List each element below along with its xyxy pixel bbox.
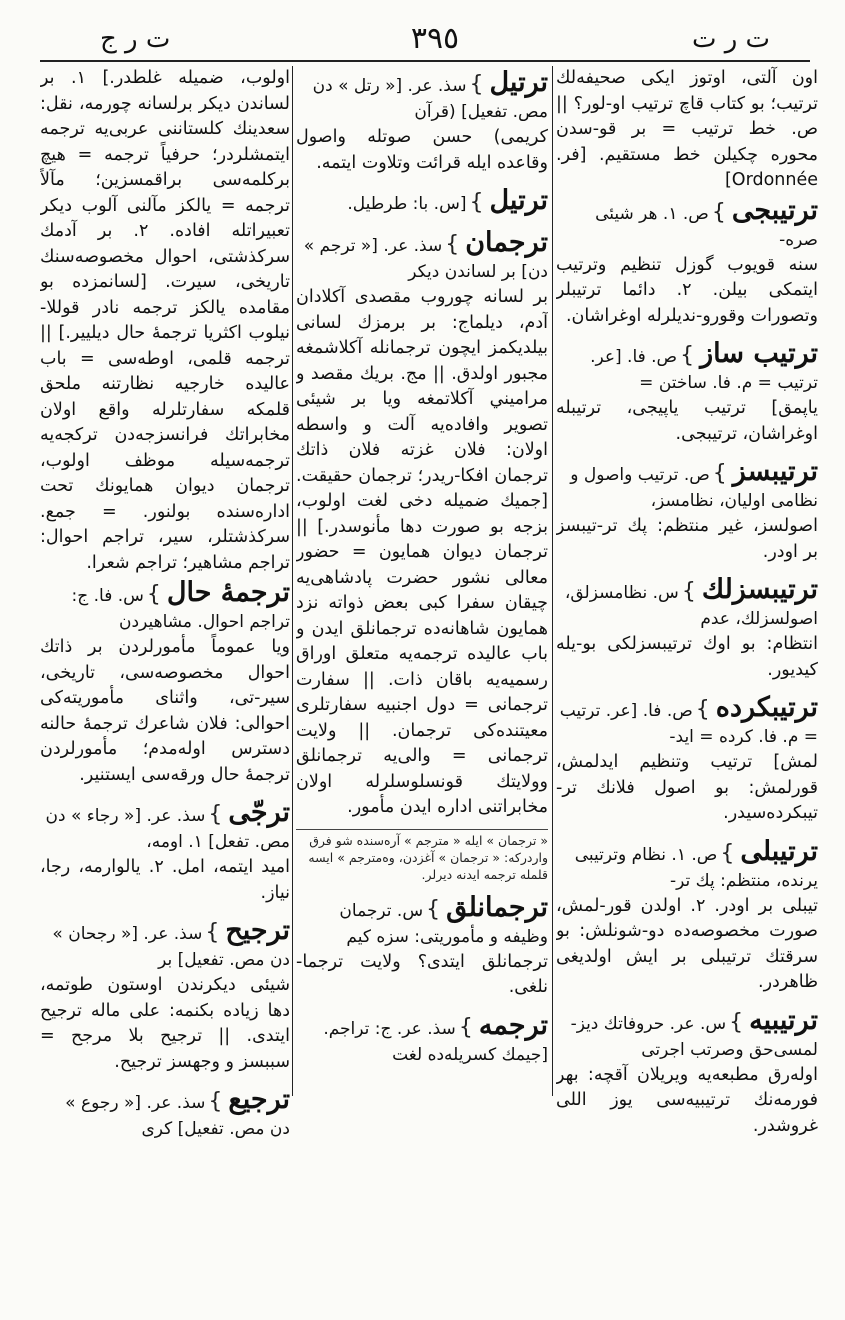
- brace-mark: }: [681, 579, 696, 604]
- definition: ويا عموماً مأمورلردن بر ذاتك احوال مخصوصه‌سى، تاريخى، سير-تى، واثناى مأموريته‌كى احوالى: فلان شاعرك ترجمهٔ حالنه دسترس اوله‌مدم؛ مأمورلردن ترجمهٔ حال ورقه‌سى ايستنير.: [40, 637, 290, 785]
- headword: ترتيل: [489, 185, 548, 216]
- definition: كريمى) حسن صوتله واصول وقاعده ايله قرائت وتلاوت ايتمه.: [296, 127, 548, 173]
- definition: شيئى ديكرندن اوستون طوتمه، دها زياده بكنمه: على ماله ترجيح ايتدى. || ترجيح بلا مرجح = سببسز و وجهسز ترجيح.: [40, 975, 290, 1072]
- header-left-letters: ت ر ج: [100, 24, 171, 54]
- grammar-note: ص. فا. [عر. ترتيب = م. فا. ساختن =: [590, 347, 818, 393]
- brace-mark: }: [469, 72, 484, 97]
- definition: تيبلى بر اودر. ٢. اولدن قور-لمش، صورت مخصوصه‌ده دو-شونلش: بو سرقتك ترتيبلى بر ايش اولديغى ظاهردر.: [556, 895, 818, 992]
- definition: ياپمق] ترتيب ياپيجى، ترتيبله اوغراشان، ترتيبجى.: [556, 398, 818, 444]
- brace-mark: }: [729, 1009, 744, 1035]
- column-middle: [296, 66, 548, 1314]
- brace-mark: }: [208, 802, 223, 827]
- grammar-note: سذ. عر. [« رجوع » دن مص. تفعيل] كرى: [65, 1093, 290, 1139]
- dictionary-entry: [296, 66, 548, 176]
- brace-mark: }: [720, 840, 735, 866]
- grammar-note: ص. ترتيب واصول و نظامى اوليان، نظامسز،: [570, 465, 818, 511]
- definition: اوله‌رق مطبعه‌يه ويريلان آقچه: بهر فورمه‌نك ترتيبيه‌سى يوز اللى غروشدر.: [556, 1064, 818, 1136]
- headword: ترجمه: [478, 1009, 548, 1041]
- dictionary-entry: [556, 1004, 818, 1140]
- grammar-note: س. نظامسزلق، اصولسزلك، عدم: [564, 583, 818, 629]
- grammar-note: س. عر. حروفاتك ديز-لمسى‌حق وصرتب اجرتى: [570, 1013, 818, 1060]
- headword: ترتيبسز: [732, 456, 818, 487]
- dictionary-entry: [556, 194, 818, 330]
- definition: سنه قويوب گوزل تنظيم وترتيب ايتمكى بيلن. ٢. دائما ترتيبلر وتصورات وقورو-نديلرله اوغراشان.: [556, 254, 818, 326]
- grammar-note: سذ. عر. [« ترجم » دن] بر لساندن ديكر: [303, 236, 548, 282]
- headword: ترتيب ساز: [700, 338, 818, 369]
- dictionary-entry: [40, 914, 290, 1075]
- brace-mark: }: [146, 582, 161, 607]
- definition: بر لسانه چوروب مقصدى آكلادان آدم، ديلماج: بر برمزك لسانى بيلديكمز ايچون ترجمانله آكلاشمغه مجبور اولدق. || مج. بريك مقصد و مراميني آكلاتمغه ويا بر شيئى تصوير وافاده‌يه آلت و واسطه اولان: فلان غزته فلان ذاتك ترجمان افكا-ريدر؛ ترجمان حقيقت. [جميك ضميله دخى لغت اولوب، بزجه بو صورت دها مأنوسدر.] || ترجمان ديوان همايون = حضور معالى نشور حضرت پادشاهى‌يه چيقان سفرا كبى بعض ذواته نزد همايون شاهانه‌ده ترجمانلق ايدن و باب عاليده ترجمه‌يه متعلق اوراق رسميه‌يه باقان ذات. || سفارت ترجمانى = دول اجنبيه سفارتلرى معيتنده‌كى ترجمان. || ولايت ترجمانى = والى‌يه ترجمانلق وولايتك قونسلوسلرله اولان مخابراتنى اداره ايدن مأمور.: [296, 287, 548, 817]
- grammar-note: سذ. عر. [« رجاء » دن مص. تفعل] ١. اومه،: [45, 806, 290, 852]
- continued-text: اولوب، ضميله غلطدر.] ١. بر لساندن ديكر برلسانه چورمه، نقل: سعدينك كلستاننى عربى‌يه ترجمه ايتمشلردر؛ حرفياً ترجمه = هيچ بركلمه‌سى براقمسزين؛ مآلاً ترجمه = يالكز مآلنى آلوب ديكر تعبيراتله افاده. ٢. بر آدمك سركذشتى، احوال مخصوصه‌سنك تاريخى، سيرت. [لسانمزده بو مقامده يالكز ترجمه نادر قوللا-نيلوب اكثريا ترجمهٔ حال ديليير.] || ترجمه قلمى، اوطه‌سى = باب عاليده خارجيه نظارتنه ملحق قلمكه سفارتلرله واقع اولان مخابراتك فرانسزجه‌دن تركجه‌يه ترجمه‌سيله موظف اولوب، ترجمان ديوان همايونك تحت اداره‌سنده بولنور. = جمع. سركذشتلر، سير، تراجم احوال: تراجم مشاهير؛ تراجم شعرا.: [40, 68, 290, 573]
- grammar-note: س. ترجمان وظيفه و مأموريتى: سزه كيم: [339, 900, 548, 947]
- grammar-note: سذ. عر. ج: تراجم. [جيمك كسريله‌ده لغت: [323, 1018, 548, 1065]
- dictionary-entry: [296, 226, 548, 821]
- dictionary-entry: [556, 691, 818, 827]
- definition: لمش] ترتيب وتنظيم ايدلمش، قورلمش: بو اصول فلانك تر-تيبكرده‌سيدر.: [556, 752, 818, 823]
- brace-mark: }: [445, 232, 460, 257]
- brace-mark: }: [458, 1014, 473, 1040]
- continued-text: اون آلتى، اوتوز ايكى صحيفه‌لك ترتيب؛ بو كتاب قاچ ترتيب او-لور؟ || ص. خط ترتيب = بر قو-سدن محوره چكيلن خط مستقيم. [فر. Ordonnée]: [556, 68, 818, 190]
- dictionary-entry: [556, 573, 818, 683]
- page-header: [40, 22, 810, 62]
- definition: ترجمانلق ايتدى؟ ولايت ترجما-نلغى.: [296, 951, 548, 997]
- brace-mark: }: [426, 896, 441, 922]
- brace-mark: }: [205, 920, 220, 945]
- headword: ترجمانلق: [446, 891, 548, 923]
- column-left: [40, 66, 290, 1314]
- headword: ترتيبسزلك: [701, 574, 818, 605]
- grammar-note: [س. با: طرطيل.: [347, 194, 467, 214]
- headword: ترتيبكرده: [715, 692, 818, 723]
- header-right-letters: ت ر ت: [691, 24, 770, 54]
- grammar-note: س. فا. ج: تراجم احوال. مشاهيردن: [71, 586, 290, 632]
- column-divider: [552, 66, 553, 1096]
- page-number: ٣٩٥: [410, 21, 460, 56]
- dictionary-entry: [296, 1009, 548, 1068]
- dictionary-entry: [40, 1083, 290, 1142]
- brace-mark: }: [712, 461, 727, 486]
- grammar-note: سذ. عر. [« رجحان » دن مص. تفعيل] بر: [52, 924, 290, 970]
- grammar-note: ص. فا. [عر. ترتيب = م. فا. كرده = ايد-: [559, 701, 818, 747]
- brace-mark: }: [469, 190, 484, 215]
- headword: ترجمهٔ حال: [166, 577, 290, 608]
- headword: ترجيع: [228, 1084, 290, 1115]
- brace-mark: }: [711, 199, 726, 225]
- column-right: [556, 66, 818, 1314]
- headword: ترجّى: [228, 797, 290, 828]
- headword: ترجيح: [225, 915, 290, 946]
- brace-mark: }: [208, 1089, 223, 1114]
- headword: ترتيبيه: [749, 1004, 818, 1036]
- dictionary-entry: [556, 337, 818, 447]
- dictionary-entry: [296, 891, 548, 1001]
- dictionary-entry: [40, 796, 290, 906]
- dictionary-entry: [556, 835, 818, 996]
- footnote: « ترجمان » ايله « مترجم » آره‌سنده شو فرق واردركه: « ترجمان » آغزدن، وه‌مترجم » ايسه قلمله ترجمه ايدنه ديرلر.: [296, 829, 548, 883]
- headword: ترتيل: [489, 67, 548, 98]
- grammar-note: ص. ١. نظام وترتيبى يرنده، منتظم: پك تر-: [574, 844, 818, 891]
- headword: ترتيبجى: [731, 194, 818, 226]
- dictionary-entry: [40, 576, 290, 788]
- brace-mark: }: [695, 697, 710, 722]
- definition: انتظام: بو اوك ترتيبسزلكى بو-يله كيديور.: [556, 634, 818, 680]
- header-rule: [40, 60, 810, 62]
- column-divider: [292, 66, 293, 1096]
- grammar-note: سذ. عر. [« رتل » دن مص. تفعيل] (قرآن: [312, 76, 548, 122]
- dictionary-entry: [556, 455, 818, 565]
- dictionary-entry: [296, 184, 548, 218]
- headword: ترجمان: [465, 227, 548, 258]
- definition: اميد ايتمه، امل. ٢. يالوارمه، رجا، نياز.: [40, 857, 290, 903]
- headword: ترتيبلى: [740, 835, 818, 867]
- definition: اصولسز، غير منتظم: پك تر-تيبسز بر اودر.: [556, 516, 818, 562]
- grammar-note: ص. ١. هر شيئى صره-: [595, 203, 818, 250]
- brace-mark: }: [680, 343, 695, 368]
